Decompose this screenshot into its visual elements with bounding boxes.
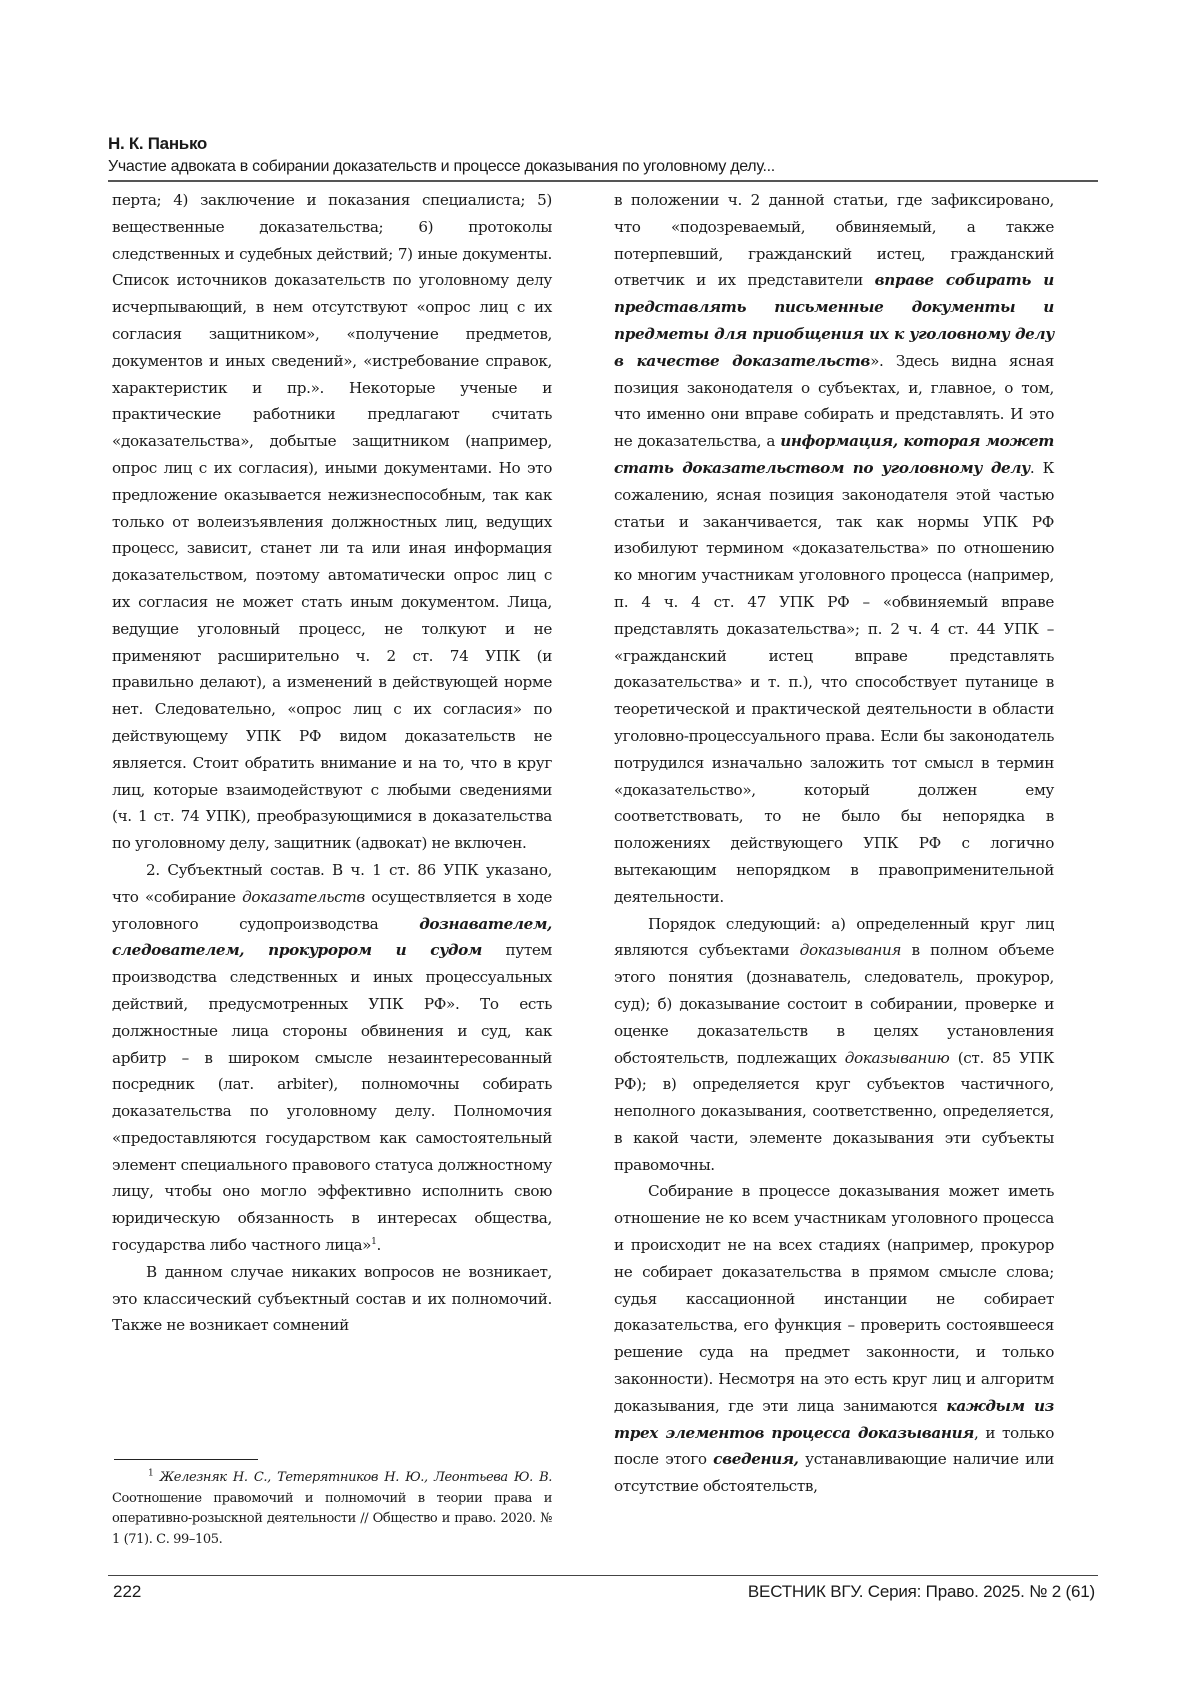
footnote-text xyxy=(112,1468,552,1550)
text-run: в положении ч. 2 данной статьи, где зафиксировано, что «подозреваемый, обвиняемый, а также потерпевший, гражданский истец, гражданский ответчик и их представители xyxy=(614,191,1054,290)
bold-italic-text: сведения, xyxy=(713,1450,799,1469)
text-run: путем производства следственных и иных процессуальных действий, предусмотренных УПК РФ». То есть должностные лица стороны обвинения и суд, как арбитр – в широком смысле незаинтересованный посредник (лат. arbiter), полномочны собирать доказательства по уголовному делу. Полномочия «предоставляются государством как самостоятельный элемент специального правового статуса должностному лицу, чтобы оно могло эффективно исполнить свою юридическую обязанность в интересах общества, государства либо частного лица» xyxy=(112,941,552,1255)
bold-italic-text: вправе собирать и представлять письменные документы и предметы для приобщения их к уголовному делу в качестве доказательств xyxy=(614,271,1054,370)
footnote xyxy=(112,1468,552,1550)
page-header xyxy=(108,134,1098,178)
bold-italic-text: каждым из трех элементов процесса доказывания xyxy=(614,1396,1054,1442)
paragraph xyxy=(614,911,1054,1179)
text-run: Порядок следующий: а) определенный круг лиц являются субъектами xyxy=(614,914,1054,960)
bold-italic-text: дознавателем, следователем, прокурором и судом xyxy=(112,914,552,960)
text-run: ». Здесь видна ясная позиция законодателя о субъектах, и, главное, о том, что именно они вправе собирать и представлять. И это не доказательства, а xyxy=(614,351,1054,451)
text-run: , и только после этого xyxy=(614,1423,1054,1469)
footnote-marker: 1 xyxy=(148,1468,154,1479)
italic-text: доказыванию xyxy=(844,1048,950,1067)
footer-divider xyxy=(108,1575,1098,1576)
footnote-divider xyxy=(114,1459,258,1460)
text-run: Собирание в процессе доказывания может иметь отношение не ко всем участникам уголовного процесса и происходит не на всех стадиях (например, прокурор не собирает доказательства в прямом смысле слова; судья кассационной инстанции не собирает доказательства, его функция – проверить состоявшееся решение суда на предмет законности, и только законности). Несмотря на это есть круг лиц и алгоритм доказывания, где эти лица занимаются xyxy=(614,1182,1054,1415)
footnote-reference[interactable]: 1 xyxy=(371,1237,377,1248)
right-column xyxy=(614,187,1054,1500)
page-number: 222 xyxy=(113,1582,142,1601)
footnote-authors: Железняк Н. С., Тетерятников Н. Ю., Леонтьева Ю. В. xyxy=(153,1470,552,1485)
author-name: Н. К. Панько xyxy=(108,134,208,153)
paragraph xyxy=(112,857,552,1259)
paragraph: перта; 4) заключение и показания специалиста; 5) вещественные доказательства; 6) протоколы следственных и судебных действий; 7) иные документы. Список источников доказательств по уголовному делу исчерпывающий, в нем отсутствуют «опрос лиц с их согласия защитником», «получение предметов, документов и иных сведений», «истребование справок, характеристик и пр.». Некоторые ученые и практические работники предлагают считать «доказательства», добытые защитником (например, опрос лиц с их согласия), иными документами. Но это предложение оказывается нежизнеспособным, так как только от волеизъявления должностных лиц, ведущих процесс, зависит, станет ли та или иная информация доказательством, поэтому автоматически опрос лиц с их согласия не может стать иным документом. Лица, ведущие уголовный процесс, не толкуют и не применяют расширительно ч. 2 ст. 74 УПК (и правильно делают), а изменений в действующей норме нет. Следовательно, «опрос лиц с их согласия» по действующему УПК РФ видом доказательств не является. Стоит обратить внимание и на то, что в круг лиц, которые взаимодействуют с любыми сведениями (ч. 1 ст. 74 УПК), преобразующимися в доказательства по уголовному делу, защитник (адвокат) не включен. xyxy=(112,191,552,853)
journal-title: ВЕСТНИК ВГУ. Серия: Право. 2025. № 2 (61) xyxy=(747,1582,1095,1601)
running-title: Участие адвоката в собирании доказательств и процессе доказывания по уголовному делу... xyxy=(108,158,775,175)
text-run: устанавливающие наличие или отсутствие обстоятельств, xyxy=(614,1450,1054,1496)
footnote-citation: Соотношение правомочий и полномочий в теории права и оперативно-розыскной деятельности // Общество и право. 2020. № 1 (71). С. 99–105. xyxy=(112,1490,552,1547)
text-run: . К сожалению, ясная позиция законодателя этой частью статьи и заканчивается, так как нормы УПК РФ изобилуют термином «доказательства» по отношению ко многим участникам уголовного процесса (например, п. 4 ч. 4 ст. 47 УПК РФ – «обвиняемый вправе представлять доказательства»; п. 2 ч. 4 ст. 44 УПК – «гражданский истец вправе представлять доказательства» и т. п.), что способствует путанице в теоретической и практической деятельности в области уголовно-процессуального права. Если бы законодатель потрудился изначально заложить тот смысл в термин «доказательство», который должен ему соответствовать, то не было бы непорядка в положениях действующего УПК РФ с логично вытекающим непорядком в правоприменительной деятельности. xyxy=(614,458,1055,906)
bold-italic-text: информация, которая может стать доказательством по уголовному делу xyxy=(614,432,1054,477)
paragraph xyxy=(614,1178,1054,1500)
left-column xyxy=(112,187,552,1339)
paragraph: В данном случае никаких вопросов не возникает, это классический субъектный состав и их полномочий. Также не возникает сомнений xyxy=(112,1262,552,1335)
italic-text: доказывания xyxy=(799,941,902,960)
header-divider xyxy=(108,180,1098,182)
text-run: . xyxy=(376,1236,382,1255)
paragraph xyxy=(614,187,1054,911)
text-run: в полном объеме этого понятия (дознаватель, следователь, прокурор, суд); б) доказывание состоит в собирании, проверке и оценке доказательств в целях установления обстоятельств, подлежащих xyxy=(614,941,1054,1067)
text-run: 2. Субъектный состав. В ч. 1 ст. 86 УПК указано, что «собирание xyxy=(112,860,552,906)
italic-text: доказательств xyxy=(242,887,365,906)
text-run: осуществляется в ходе уголовного судопроизводства xyxy=(112,887,552,933)
text-run: (ст. 85 УПК РФ); в) определяется круг субъектов частичного, неполного доказывания, соответственно, определяется, в какой части, элементе доказывания эти субъекты правомочны. xyxy=(614,1048,1055,1174)
